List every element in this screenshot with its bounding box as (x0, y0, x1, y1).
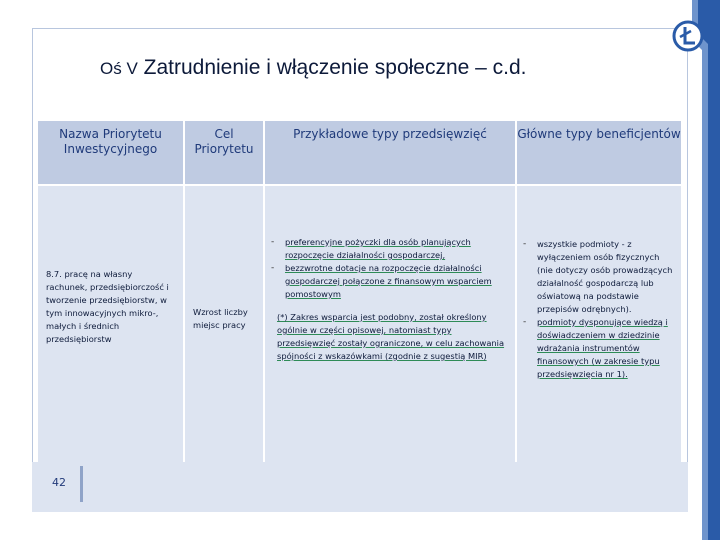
type-item-1[interactable]: preferencyjne pożyczki dla osób planujących rozpoczęcie działalności gospodarczej, (285, 237, 471, 260)
bullet-icon: - (271, 263, 275, 273)
types-note-text[interactable]: (*) Zakres wsparcia jest podobny, został określony ogólnie w części opisowej, natomiast typy przedsięwzięć zostały ograniczone, w celu zachowania spójności z wskazówkami (zgodnie z sugestią MIR) (277, 312, 505, 361)
list-item (523, 316, 675, 381)
bullet-icon: - (523, 317, 527, 327)
slide-title (100, 56, 640, 80)
bullet-icon: - (523, 239, 527, 249)
type-item-2[interactable]: bezzwrotne dotacje na rozpoczęcie działalności gospodarczej połączone z finansowym wsparciem pomostowym (285, 263, 492, 299)
priority-text: 8.7. pracę na własny rachunek, przedsiębiorczość i tworzenie przedsiębiorstw, w tym innowacyjnych mikro-, małych i średnich przedsiębiorstw (46, 269, 169, 344)
header-types: Przykładowe typy przedsięwzięć (264, 121, 516, 185)
table-header-row (38, 121, 682, 185)
priority-table (38, 121, 683, 462)
header-priority: Nazwa Priorytetu Inwestycyjnego (38, 121, 184, 185)
list-item (523, 238, 675, 316)
title-prefix: Oś V (100, 59, 138, 78)
priority-cell (38, 185, 184, 462)
list-item (271, 236, 509, 262)
page-number: 42 (52, 476, 66, 489)
bullet-icon: - (271, 237, 275, 247)
header-goal: Cel Priorytetu (184, 121, 264, 185)
title-main: Zatrudnienie i włączenie społeczne – c.d. (143, 56, 527, 79)
footer-divider (80, 466, 83, 502)
beneficiaries-cell (516, 185, 682, 462)
goal-text: Wzrost liczby miejsc pracy (193, 307, 248, 330)
table-row (38, 185, 682, 462)
header-beneficiaries: Główne typy beneficjentów (516, 121, 682, 185)
goal-cell (184, 185, 264, 462)
footer-band (32, 462, 688, 512)
types-cell (264, 185, 516, 462)
beneficiary-item-2[interactable]: podmioty dysponujące wiedzą i doświadczeniem w dziedzinie wdrażania instrumentów finansowych (w zakresie typu przedsięwzięcia nr 1). (537, 317, 668, 379)
beneficiary-item-1: wszystkie podmioty - z wyłączeniem osób fizycznych (nie dotyczy osób prowadzących działalność gospodarczą lub oświatową na podstawie przepisów odrębnych). (537, 239, 673, 314)
types-note (271, 311, 509, 363)
lodz-region-logo-icon (674, 22, 702, 50)
list-item (271, 262, 509, 301)
